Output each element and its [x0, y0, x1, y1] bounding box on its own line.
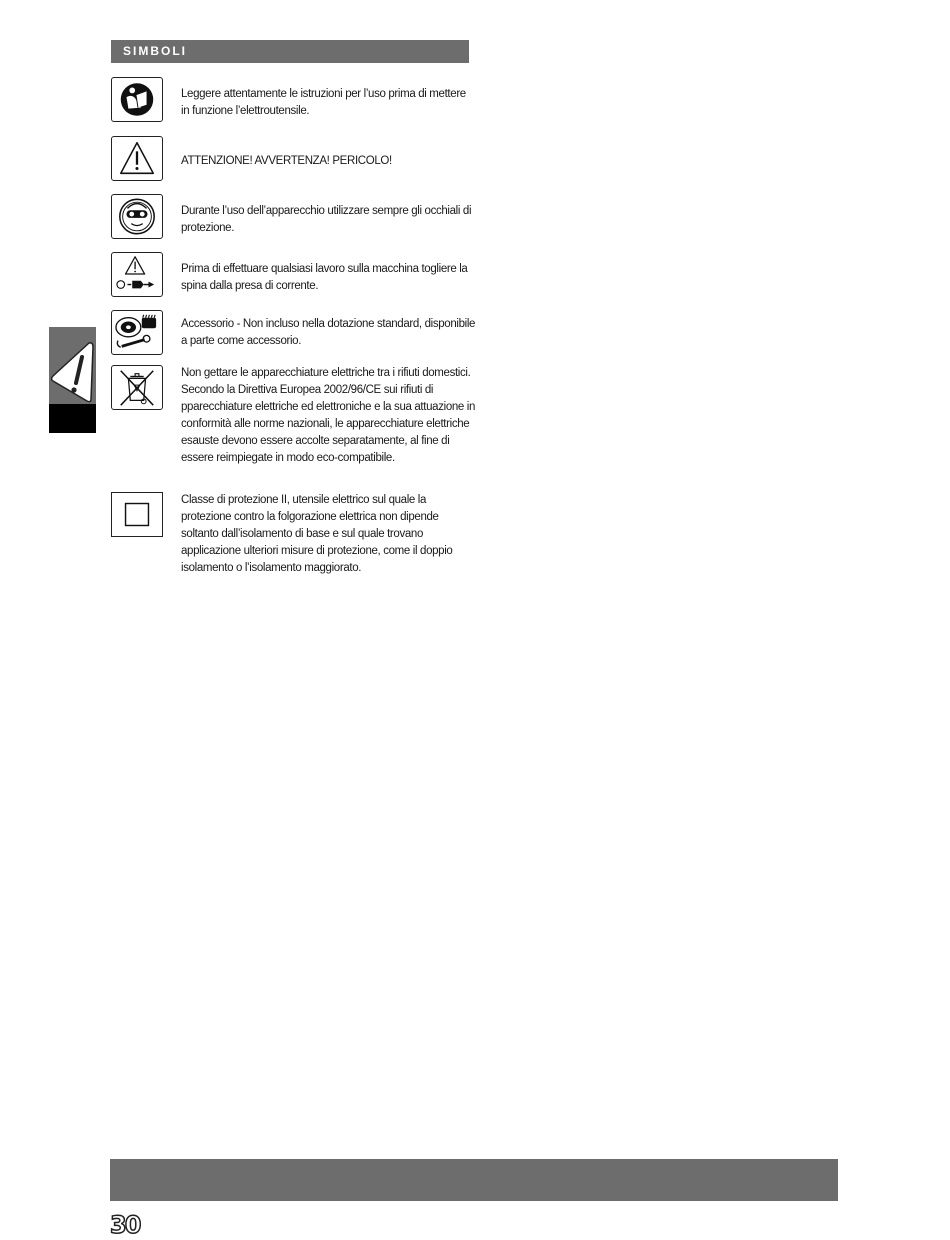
symbol-description: Non gettare le apparecchiature elettriche tra i rifiuti domestici. Secondo la Direttiva Europea 2002/96/CE sui rifiuti di pparecchiature elettriche ed elettroniche e la sua attuazione in conformità alle norme nazionali, le apparecchiature elettriche esauste devono essere accolte separatamente, al fine di essere reimpiegate in modo eco-compatibile.	[181, 367, 476, 464]
symbol-description: ATTENZIONE! AVVERTENZA! PERICOLO!	[181, 155, 392, 167]
class-ii-icon	[111, 492, 163, 537]
symbol-description: Leggere attentamente le istruzioni per l’uso prima di mettere in funzione l’elettroutensile.	[181, 88, 466, 117]
warning-triangle-icon	[111, 136, 163, 181]
weee-bin-icon	[111, 365, 163, 410]
warning-exclamation-icon	[49, 327, 96, 404]
accessory-icon	[111, 310, 163, 355]
section-header	[111, 40, 469, 63]
symbol-description: Durante l’uso dell’apparecchio utilizzare sempre gli occhiali di protezione.	[181, 205, 472, 234]
safety-goggles-icon	[111, 194, 163, 239]
section-title: SIMBOLI	[123, 44, 187, 58]
side-tab	[49, 327, 96, 433]
unplug-icon	[111, 252, 163, 297]
page-number: 30	[110, 1211, 140, 1239]
footer-bar	[110, 1159, 838, 1201]
symbol-description: Classe di protezione II, utensile elettrico sul quale la protezione contro la folgorazione elettrica non dipende soltanto dall’isolamento di base e sul quale trovano applicazione ulteriori misure di protezione, come il doppio isolamento o l’isolamento maggiorato.	[181, 494, 453, 574]
symbol-description: Prima di effettuare qualsiasi lavoro sulla macchina togliere la spina dalla presa di corrente.	[181, 263, 468, 292]
read-manual-icon	[111, 77, 163, 122]
symbol-description: Accessorio - Non incluso nella dotazione standard, disponibile a parte come accessorio.	[181, 318, 476, 347]
